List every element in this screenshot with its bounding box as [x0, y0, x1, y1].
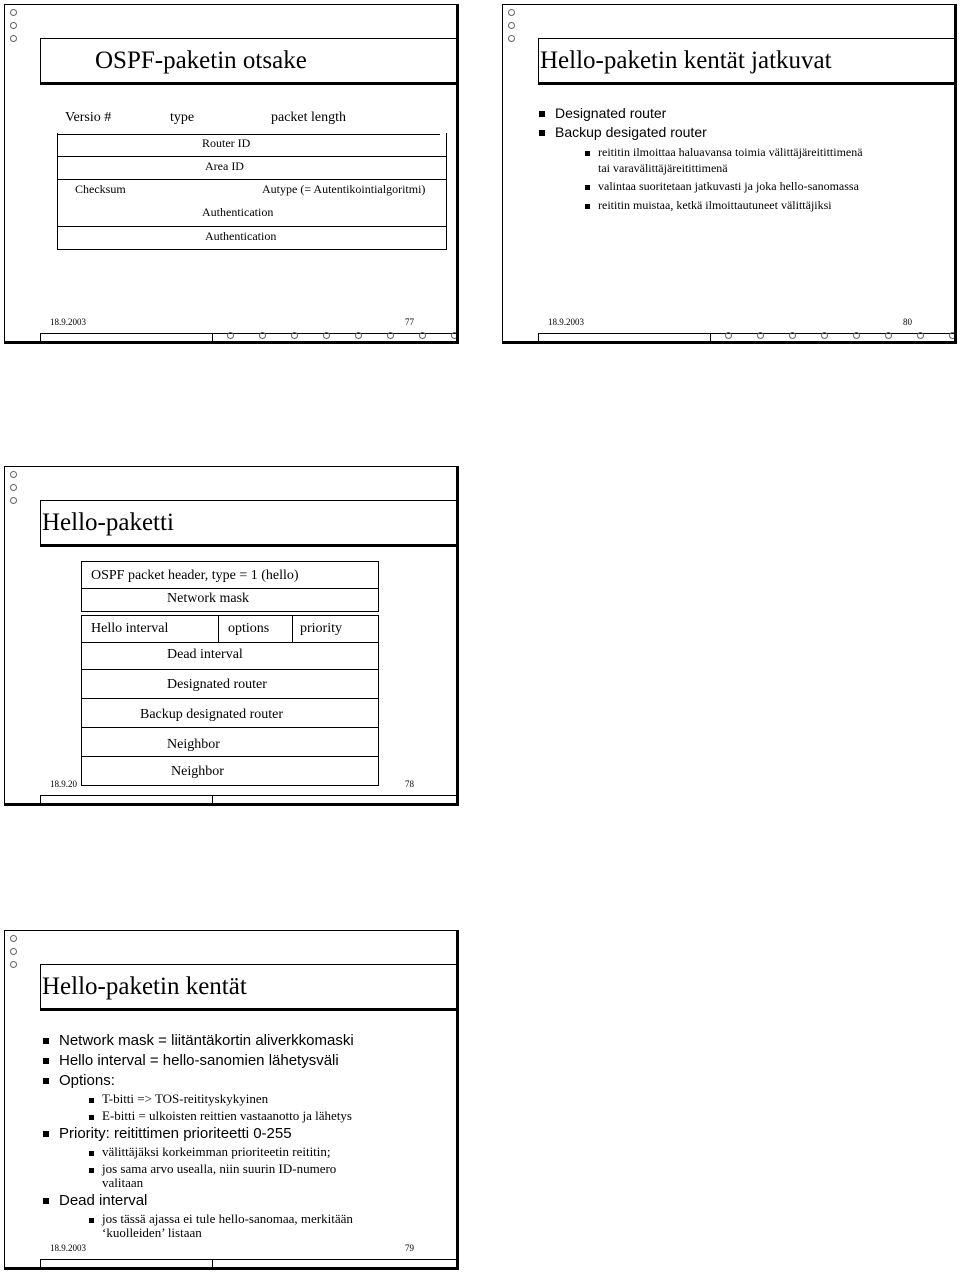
network-mask: Network mask: [167, 591, 250, 606]
slide-number: 78: [405, 779, 414, 789]
options: options: [228, 621, 270, 636]
bullet-square-icon: [89, 1098, 94, 1103]
bullet-dead-interval: [43, 1192, 147, 1209]
sub-bullet-text: reititin muistaa, ketkä ilmoittautuneet välittäjiksi: [598, 198, 832, 212]
sub-bullet-text: T-bitti => TOS-reitityskykyinen: [102, 1091, 269, 1106]
neighbor-1: Neighbor: [167, 737, 220, 752]
authentication-2: Authentication: [205, 229, 277, 243]
sub-bullet-2: [585, 179, 859, 194]
decor-circles-bottom: [227, 332, 459, 339]
bullet-text: Designated router: [555, 105, 667, 121]
neighbor-box-2: [81, 756, 379, 786]
slide-date: 18.9.2003: [50, 1243, 86, 1253]
bullet-text: Priority: reitittimen prioriteetti 0-255: [59, 1125, 292, 1142]
bullet-text: Hello interval = hello-sanomien lähetysväli: [59, 1052, 339, 1069]
sub-bullet-text: valintaa suoritetaan jatkuvasti ja joka hello-sanomassa: [598, 179, 859, 193]
sub-bullet-e-bit: [89, 1108, 352, 1124]
slide-number: 79: [405, 1243, 414, 1253]
slide-number: 80: [903, 317, 912, 327]
neighbor-2: Neighbor: [171, 764, 224, 779]
bullet-text: Options:: [59, 1072, 115, 1089]
sub-bullet-priority-1: [89, 1144, 331, 1160]
decor-circles: [10, 9, 17, 48]
slide-date: 18.9.2003: [50, 317, 86, 327]
sub-bullet-text: jos sama arvo usealla, niin suurin ID-numero: [102, 1161, 337, 1176]
bullet-square-icon: [43, 1058, 49, 1064]
router-id: Router ID: [202, 136, 251, 150]
sub-bullet-dead-cont: ‘kuolleiden’ listaan: [102, 1225, 202, 1240]
slide-number: 77: [405, 317, 414, 327]
sub-bullet-text: jos tässä ajassa ei tule hello-sanomaa, merkitään: [102, 1211, 353, 1226]
sub-bullet-1-cont: tai varavälittäjäreitittimenä: [598, 161, 728, 175]
slide-77: [4, 4, 459, 344]
bullet-text: Backup desigated router: [555, 124, 707, 140]
version-field: Versio #: [65, 110, 112, 125]
bullet-hello-interval: [43, 1052, 339, 1069]
bullet-square-icon: [89, 1151, 94, 1156]
bullet-square-icon: [585, 151, 590, 156]
length-field: packet length: [271, 110, 347, 125]
bullet-text: Network mask = liitäntäkortin aliverkkomaski: [59, 1032, 354, 1049]
bullet-backup-router: [539, 124, 707, 140]
bullet-square-icon: [89, 1115, 94, 1120]
footer-tab: [40, 333, 213, 344]
slide-title: OSPF-paketin otsake: [95, 47, 307, 74]
bullet-square-icon: [585, 204, 590, 209]
slide-date: 18.9.20: [50, 779, 77, 789]
slide-title: Hello-paketti: [42, 509, 174, 536]
designated-router: Designated router: [167, 677, 267, 692]
autype: Autype (= Autentikointialgoritmi): [262, 182, 426, 196]
checksum: Checksum: [75, 182, 126, 196]
header-row: [57, 106, 440, 135]
slide-78: [4, 466, 459, 806]
dead-interval: Dead interval: [167, 647, 243, 662]
bullet-square-icon: [43, 1038, 49, 1044]
bullet-network-mask: [43, 1032, 354, 1049]
sub-bullet-text: reititin ilmoittaa haluavansa toimia välittäjäreitittimenä: [598, 145, 863, 159]
slide-date: 18.9.2003: [548, 317, 584, 327]
sub-bullet-text: E-bitti = ulkoisten reittien vastaanotto ja lähetys: [102, 1108, 352, 1123]
bullet-options: [43, 1072, 115, 1089]
footer-tab: [40, 795, 213, 806]
bullet-square-icon: [539, 130, 545, 136]
slide-80: [502, 4, 957, 344]
neighbor-box-1: [81, 727, 379, 757]
area-id-box: [57, 156, 447, 180]
area-id: Area ID: [205, 159, 244, 173]
slide-title: Hello-paketin kentät jatkuvat: [540, 47, 832, 74]
sub-bullet-text: välittäjäksi korkeimman prioriteetin reititin;: [102, 1144, 331, 1159]
type-field: type: [170, 110, 195, 125]
slide-title: Hello-paketin kentät: [42, 973, 247, 1000]
sub-bullet-3: [585, 198, 832, 213]
router-id-box: [57, 133, 447, 157]
sub-bullet-priority-2-cont: valitaan: [102, 1175, 144, 1190]
decor-circles: [10, 935, 17, 974]
bullet-priority: [43, 1125, 292, 1142]
footer-tab: [40, 1259, 213, 1270]
sub-bullet-1: [585, 145, 863, 160]
ospf-header-label: OSPF packet header, type = 1 (hello): [91, 568, 299, 583]
bullet-text: Dead interval: [59, 1192, 148, 1209]
hello-interval: Hello interval: [91, 621, 169, 636]
bullet-square-icon: [43, 1131, 49, 1137]
footer-tab: [538, 333, 711, 344]
sub-bullet-t-bit: [89, 1091, 268, 1107]
bullet-designated-router: [539, 105, 666, 121]
decor-circles-bottom: [725, 332, 957, 339]
bullet-square-icon: [585, 185, 590, 190]
slide-79: [4, 930, 459, 1270]
backup-designated-router: Backup designated router: [140, 707, 284, 722]
bullet-square-icon: [539, 111, 545, 117]
decor-circles: [10, 471, 17, 510]
bullet-square-icon: [89, 1168, 94, 1173]
bullet-square-icon: [89, 1218, 94, 1223]
bullet-square-icon: [43, 1078, 49, 1084]
bullet-square-icon: [43, 1198, 49, 1204]
priority: priority: [300, 621, 342, 636]
authentication-1: Authentication: [202, 205, 274, 219]
decor-circles: [508, 9, 515, 48]
